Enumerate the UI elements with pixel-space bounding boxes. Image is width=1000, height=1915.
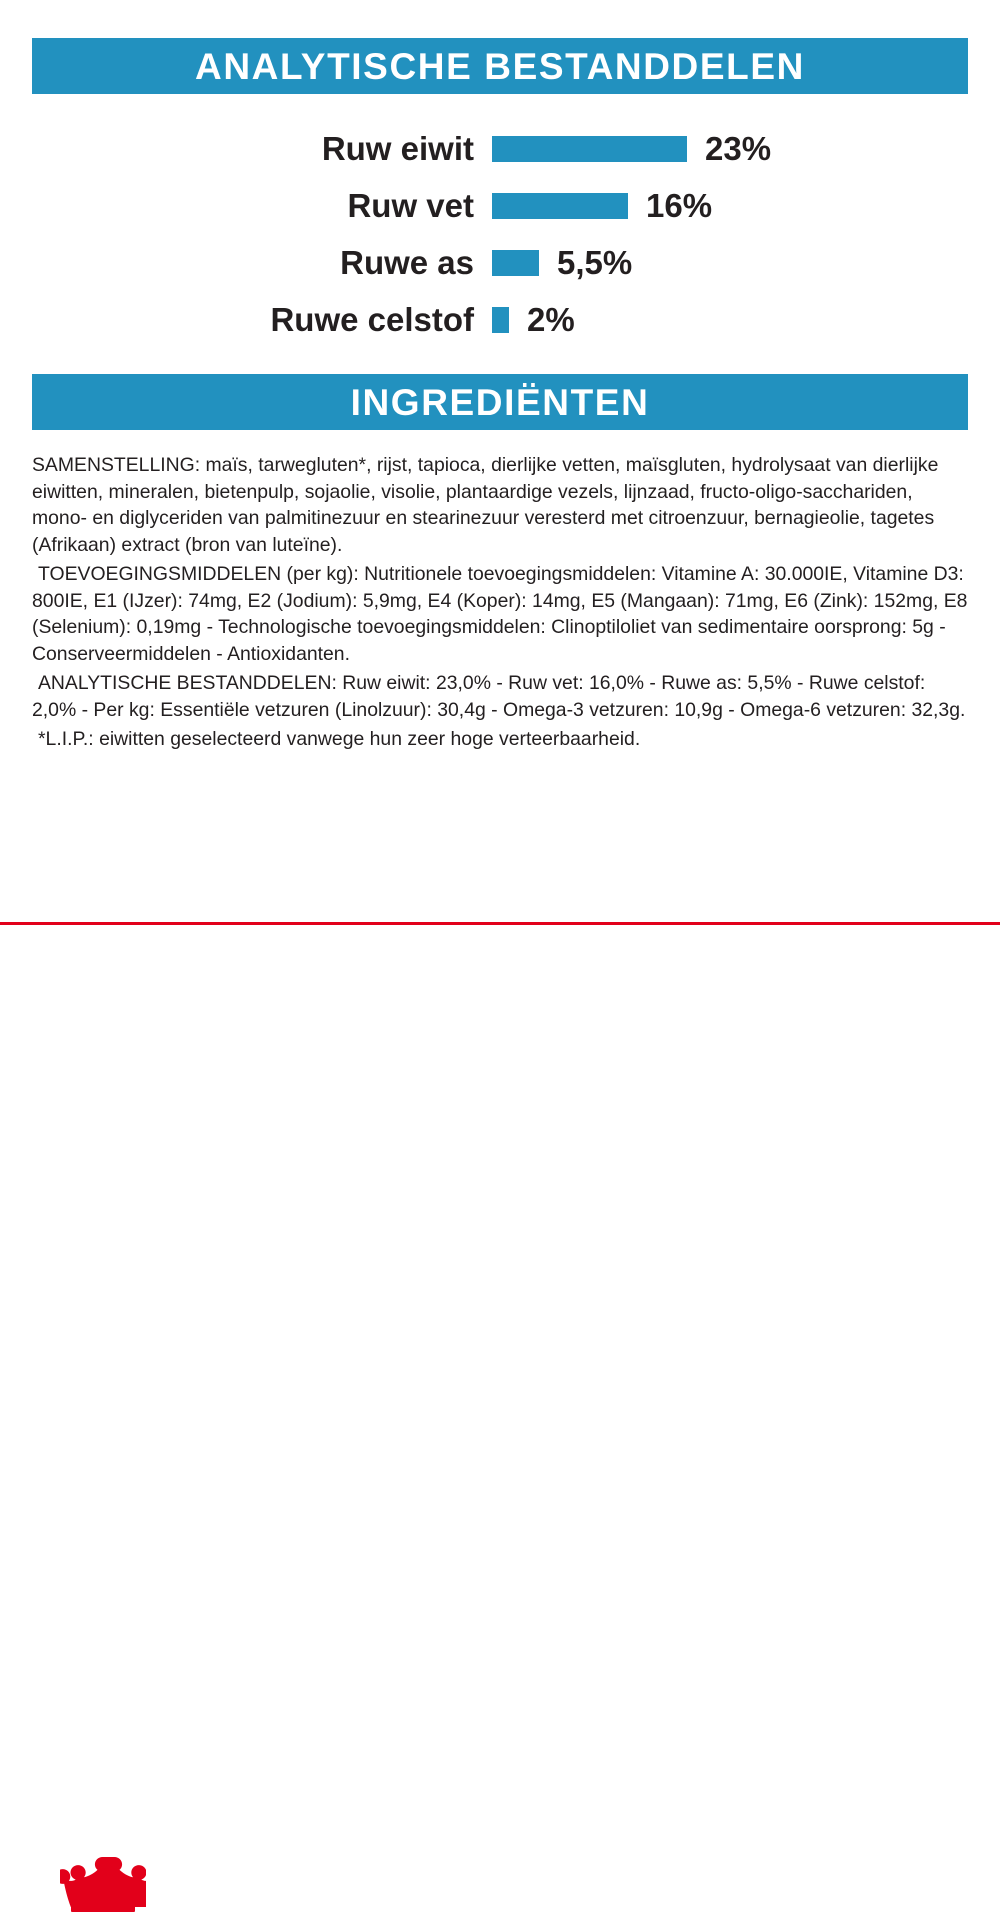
chart-row bbox=[32, 120, 968, 177]
chart-value-label: 2% bbox=[527, 300, 575, 338]
chart-bar bbox=[492, 193, 628, 219]
chart-category-label: Ruw vet bbox=[347, 186, 474, 224]
chart-category-label: Ruwe celstof bbox=[270, 300, 474, 338]
ingredients-additives: TOEVOEGINGSMIDDELEN (per kg): Nutritionele toevoegingsmiddelen: Vitamine A: 30.000IE, Vitamine D3: 800IE, E1 (IJzer): 74mg, E2 (Jodium): 5,9mg, E4 (Koper): 14mg, E5 (Mangaan): 71mg, E6 (Zink): 152mg, E8 (Selenium): 0,19mg - Technologische toevoegingsmiddelen: Clinoptiloliet van sedimentaire oorsprong: 5g - Conserveermiddelen - Antioxidanten. bbox=[32, 563, 968, 665]
ingredients-footnote: *L.I.P.: eiwitten geselecteerd vanwege hun zeer hoge verteerbaarheid. bbox=[38, 728, 641, 750]
chart-row bbox=[32, 291, 968, 348]
chart-bar bbox=[492, 307, 509, 333]
royal-canin-crown-icon bbox=[60, 1853, 146, 1915]
footer bbox=[0, 925, 1000, 1000]
chart-value-label: 5,5% bbox=[557, 243, 633, 281]
chart-category-label: Ruwe as bbox=[340, 243, 474, 281]
chart-row bbox=[32, 177, 968, 234]
chart-value-label: 16% bbox=[646, 186, 713, 224]
section-header-ingredients bbox=[32, 374, 968, 430]
chart-bar bbox=[492, 250, 539, 276]
chart-value-label: 23% bbox=[705, 129, 772, 167]
chart-category-label: Ruw eiwit bbox=[321, 129, 474, 167]
ingredients-analytical-constituents: ANALYTISCHE BESTANDDELEN: Ruw eiwit: 23,0% - Ruw vet: 16,0% - Ruwe as: 5,5% - Ruwe celstof: 2,0% - Per kg: Essentiële vetzuren (Linolzuur): 30,4g - Omega-3 vetzuren: 10,9g - Omega-6 vetzuren: 32,3g. bbox=[32, 672, 966, 721]
analytical-bar-chart bbox=[32, 120, 968, 350]
section-header-analytical bbox=[32, 38, 968, 94]
chart-bar bbox=[492, 136, 687, 162]
section-title-ingredients: INGREDIËNTEN bbox=[350, 381, 650, 423]
ingredients-text-block bbox=[32, 452, 972, 753]
ingredients-composition: SAMENSTELLING: maïs, tarwegluten*, rijst, tapioca, dierlijke vetten, maïsgluten, hydrolysaat van dierlijke eiwitten, mineralen, bietenpulp, sojaolie, visolie, plantaardige vezels, lijnzaad, fructo-oligo-sacchariden, mono- en diglyceriden van palmitinezuur en stearinezuur veresterd met citroenzuur, bernagieolie, tagetes (Afrikaan) extract (bron van luteïne). bbox=[32, 454, 939, 556]
section-title-analytical: ANALYTISCHE BESTANDDELEN bbox=[195, 45, 805, 87]
chart-row bbox=[32, 234, 968, 291]
